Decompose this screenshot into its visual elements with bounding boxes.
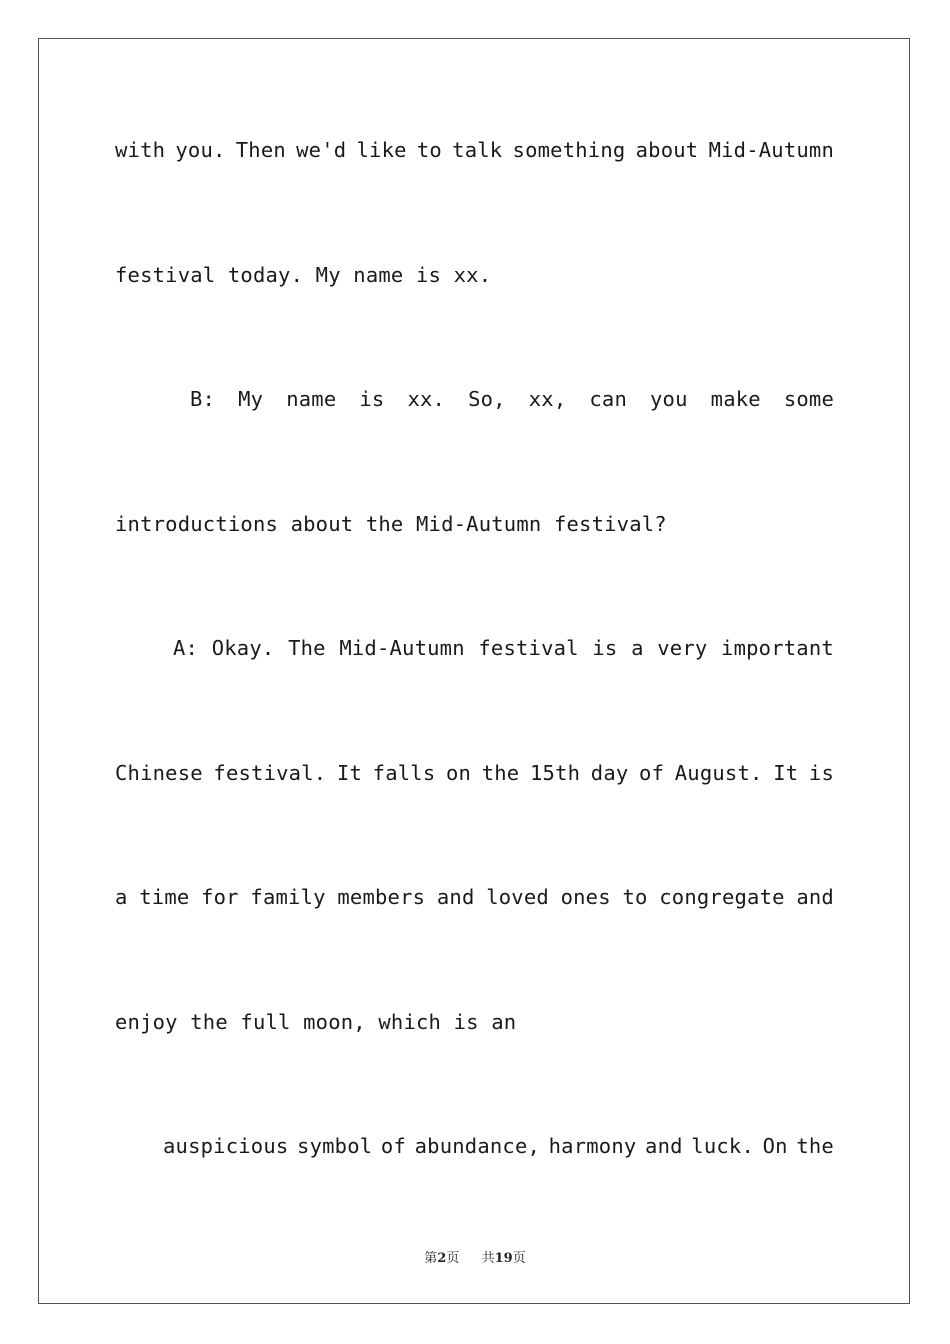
word: the (481, 761, 520, 785)
word: xx. (407, 387, 446, 411)
text-line (190, 385, 834, 413)
word: like (356, 138, 407, 162)
word: It (336, 761, 363, 785)
word: B: (190, 387, 216, 411)
word: is (808, 761, 834, 785)
word: Chinese (115, 761, 203, 785)
word: family (250, 885, 326, 909)
page-number-prefix: 第 (424, 1251, 438, 1266)
word: harmony (548, 1134, 637, 1158)
word: Mid-Autumn (708, 138, 834, 162)
word: to (622, 885, 648, 909)
word: xx, (528, 387, 567, 411)
word: August. (674, 761, 763, 785)
word: to (416, 138, 442, 162)
word: It (773, 761, 799, 785)
text-line (163, 1132, 834, 1160)
text-line (115, 136, 834, 164)
word: time (139, 885, 190, 909)
word: festival. (213, 761, 327, 785)
word: symbol (297, 1134, 373, 1158)
word: luck. (691, 1134, 755, 1158)
text-line: enjoy the full moon, which is an (115, 1010, 517, 1034)
word: very (657, 636, 708, 660)
word: something (512, 138, 626, 162)
word: some (783, 387, 834, 411)
text-line (173, 634, 834, 662)
word: important (721, 636, 834, 660)
word: for (201, 885, 239, 909)
word: Okay. (211, 636, 275, 660)
word: talk (452, 138, 503, 162)
word: members (337, 885, 426, 909)
word: congregate (659, 885, 785, 909)
text-line (115, 883, 834, 911)
word: and (796, 885, 834, 909)
page-number-suffix: 页 (446, 1251, 460, 1266)
word: we'd (296, 138, 347, 162)
word: Then (235, 138, 286, 162)
word: On (762, 1134, 788, 1158)
word: ones (560, 885, 611, 909)
word: a (115, 885, 128, 909)
word: of (380, 1134, 406, 1158)
word: The (288, 636, 326, 660)
text-line (115, 759, 834, 787)
word: day (590, 761, 629, 785)
word: with (115, 138, 166, 162)
word: about (635, 138, 699, 162)
word: and (436, 885, 475, 909)
page-total-suffix: 页 (512, 1251, 526, 1266)
page-border (38, 38, 910, 1304)
word: the (796, 1134, 834, 1158)
word: A: (173, 636, 199, 660)
word: 15th (529, 761, 581, 785)
word: is (592, 636, 618, 660)
page-total-count: 19 (494, 1251, 513, 1266)
word: make (710, 387, 761, 411)
page-footer (0, 1247, 950, 1266)
word: on (446, 761, 472, 785)
word: Mid-Autumn (339, 636, 465, 660)
word: of (639, 761, 665, 785)
word: So, (468, 387, 506, 411)
word: is (359, 387, 385, 411)
word: name (286, 387, 337, 411)
page-number-current: 2 (437, 1251, 447, 1266)
word: abundance, (414, 1134, 541, 1158)
word: can (589, 387, 628, 411)
word: a (631, 636, 644, 660)
word: you. (175, 138, 226, 162)
word: you (650, 387, 688, 411)
word: My (238, 387, 264, 411)
text-line: festival today. My name is xx. (115, 263, 492, 287)
word: auspicious (163, 1134, 289, 1158)
word: and (645, 1134, 683, 1158)
word: falls (372, 761, 436, 785)
text-line: introductions about the Mid-Autumn festival? (115, 512, 667, 536)
page-total-prefix: 共 (481, 1251, 495, 1266)
word: loved (486, 885, 549, 909)
word: festival (478, 636, 579, 660)
